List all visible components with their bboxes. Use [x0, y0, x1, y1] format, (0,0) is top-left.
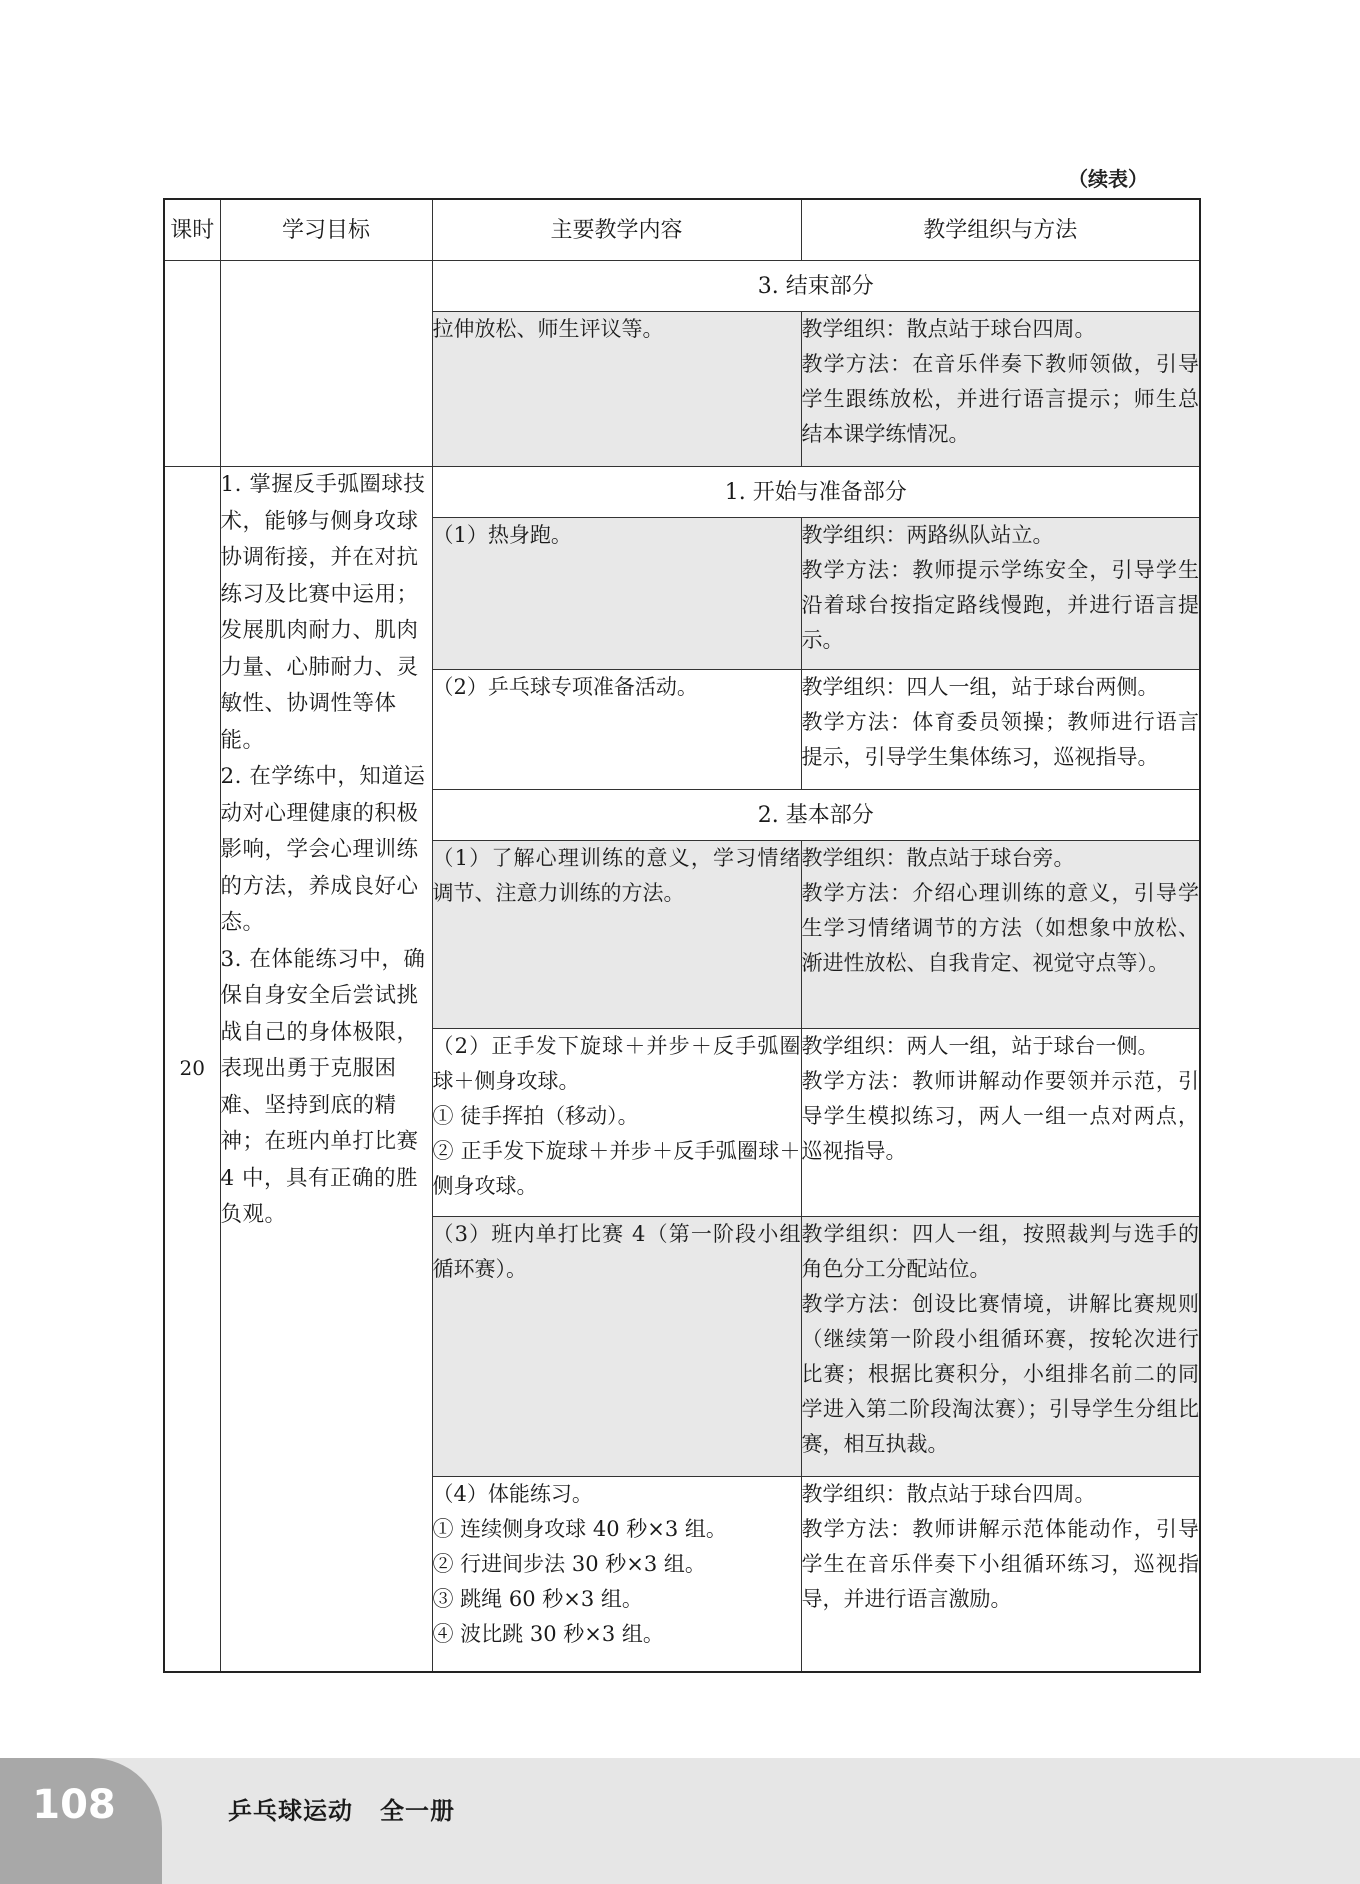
goal-item: 1. 掌握反手弧圈球技术，能够与侧身攻球协调衔接，并在对抗练习及比赛中运用；发展肌肉耐力、肌肉力量、心肺耐力、灵敏性、协调性等体能。	[220, 472, 426, 753]
header-goal: 学习目标	[220, 199, 432, 261]
content-cell: （3）班内单打比赛 4（第一阶段小组循环赛）。	[432, 1217, 801, 1477]
method-cell: 教学组织：两人一组，站于球台一侧。 教学方法：教师讲解动作要领并示范，引导学生模拟练习，两人一组一点对两点，巡视指导。	[801, 1029, 1200, 1217]
content-cell: （4）体能练习。 ① 连续侧身攻球 40 秒×3 组。 ② 行进间步法 30 秒×3 组。 ③ 跳绳 60 秒×3 组。 ④ 波比跳 30 秒×3 组。	[432, 1477, 801, 1672]
learning-goal-cell	[220, 467, 432, 1672]
method-cell: 教学组织：散点站于球台旁。 教学方法：介绍心理训练的意义，引导学生学习情绪调节的方法（如想象中放松、渐进性放松、自我肯定、视觉守点等）。	[801, 841, 1200, 1029]
content-cell: （1）热身跑。	[432, 518, 801, 670]
section-row-end	[164, 261, 1200, 312]
section-end-title: 3. 结束部分	[432, 261, 1200, 312]
book-title: 乒乓球运动	[228, 1797, 353, 1825]
goal-item: 2. 在学练中，知道运动对心理健康的积极影响，学会心理训练的方法，养成良好心态。	[220, 764, 426, 935]
method-cell: 教学组织：两路纵队站立。 教学方法：教师提示学练安全，引导学生沿着球台按指定路线慢跑，并进行语言提示。	[801, 518, 1200, 670]
section-row-start	[164, 467, 1200, 518]
prev-period-cell	[164, 261, 220, 467]
footer-band	[0, 1758, 1360, 1884]
method-cell: 教学组织：四人一组，站于球台两侧。 教学方法：体育委员领操；教师进行语言提示，引导学生集体练习，巡视指导。	[801, 670, 1200, 790]
method-cell: 教学组织：散点站于球台四周。 教学方法：在音乐伴奏下教师领做，引导学生跟练放松，并进行语言提示；师生总结本课学练情况。	[801, 312, 1200, 467]
header-method: 教学组织与方法	[801, 199, 1200, 261]
table-header-row	[164, 199, 1200, 261]
lesson-plan-table	[163, 198, 1201, 1673]
lesson-number: 20	[164, 467, 220, 1672]
content-cell: （2）正手发下旋球＋并步＋反手弧圈球＋侧身攻球。 ① 徒手挥拍（移动）。 ② 正手发下旋球＋并步＋反手弧圈球＋侧身攻球。	[432, 1029, 801, 1217]
prev-goal-cell	[220, 261, 432, 467]
goal-item: 3. 在体能练习中，确保自身安全后尝试挑战自己的身体极限，表现出勇于克服困难、坚持到底的精神；在班内单打比赛 4 中，具有正确的胜负观。	[220, 946, 426, 1227]
content-cell: 拉伸放松、师生评议等。	[432, 312, 801, 467]
page-number: 108	[32, 1782, 116, 1828]
section-basic-title: 2. 基本部分	[432, 790, 1200, 841]
content-cell: （2）乒乓球专项准备活动。	[432, 670, 801, 790]
method-cell: 教学组织：四人一组，按照裁判与选手的角色分工分配站位。 教学方法：创设比赛情境，讲解比赛规则（继续第一阶段小组循环赛，按轮次进行比赛；根据比赛积分，小组排名前二的同学进入第二阶段淘汰赛）；引导学生分组比赛，相互执裁。	[801, 1217, 1200, 1477]
section-start-title: 1. 开始与准备部分	[432, 467, 1200, 518]
header-content: 主要教学内容	[432, 199, 801, 261]
header-period: 课时	[164, 199, 220, 261]
continued-label: （续表）	[1068, 167, 1148, 191]
method-cell: 教学组织：散点站于球台四周。 教学方法：教师讲解示范体能动作，引导学生在音乐伴奏下小组循环练习，巡视指导，并进行语言激励。	[801, 1477, 1200, 1672]
book-subtitle: 全一册	[380, 1797, 455, 1825]
content-cell: （1）了解心理训练的意义，学习情绪调节、注意力训练的方法。	[432, 841, 801, 1029]
